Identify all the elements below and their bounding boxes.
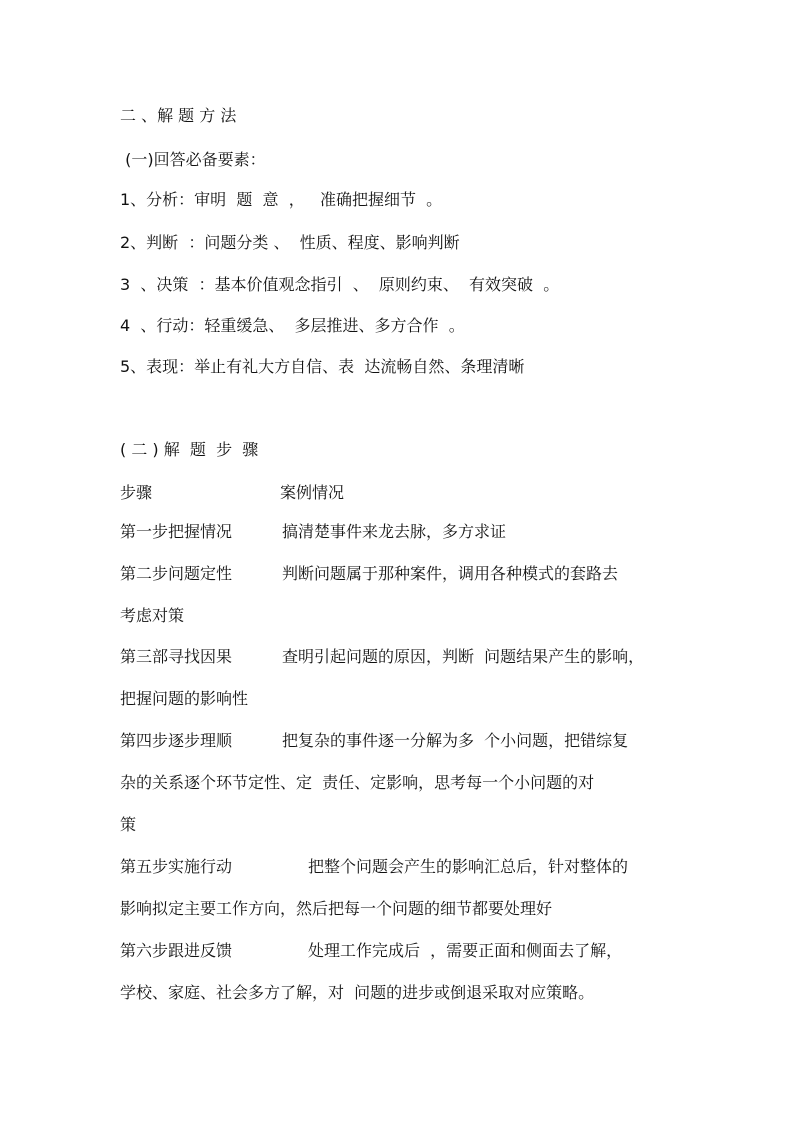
case-text-continued: 影响拟定主要工作方向，然后把每一个问题的细节都要处理好 <box>120 899 553 918</box>
table-header-case: 案例情况 <box>280 483 345 502</box>
table-header-step: 步骤 <box>120 483 153 502</box>
step-label: 第一步把握情况 <box>120 522 233 541</box>
case-text: 查明引起问题的原因，判断 问题结果产生的影响， <box>282 647 645 666</box>
step-label: 第四步逐步理顺 <box>120 731 233 750</box>
case-text: 处理工作完成后 ，需要正面和侧面去了解， <box>308 941 623 960</box>
case-text-continued: 把握问题的影响性 <box>120 689 249 708</box>
case-text: 搞清楚事件来龙去脉，多方求证 <box>282 522 507 541</box>
case-text-continued: 学校、家庭、社会多方了解，对 问题的进步或倒退采取对应策略。 <box>120 983 595 1002</box>
step-label: 第三部寻找因果 <box>120 647 233 666</box>
step-label: 第二步问题定性 <box>120 564 233 583</box>
case-text-continued: 杂的关系逐个环节定性、定 责任、定影响，思考每一个小问题的对 <box>120 773 595 792</box>
subsection-title-elements: (一)回答必备要素： <box>120 150 266 169</box>
list-item: 4 、行动：轻重缓急、 多层推进、多方合作 。 <box>120 316 465 335</box>
case-text: 把整个问题会产生的影响汇总后，针对整体的 <box>308 857 629 876</box>
list-item: 5、表现：举止有礼大方自信、表 达流畅自然、条理清晰 <box>120 357 525 376</box>
list-item: 1、分析：审明 题 意 ， 准确把握细节 。 <box>120 190 443 209</box>
section-title-steps: ( 二 ) 解 题 步 骤 <box>120 440 259 459</box>
step-label: 第五步实施行动 <box>120 857 233 876</box>
list-item: 3 、决策 ：基本价值观念指引 、 原则约束、 有效突破 。 <box>120 275 560 294</box>
case-text-continued: 策 <box>120 815 137 834</box>
list-item: 2、判断 ：问题分类 、 性质、程度、影响判断 <box>120 233 460 252</box>
case-text-continued: 考虑对策 <box>120 606 185 625</box>
section-title-methods: 二 、解 题 方 法 <box>120 106 237 125</box>
case-text: 把复杂的事件逐一分解为多 个小问题，把错综复 <box>282 731 629 750</box>
step-label: 第六步跟进反馈 <box>120 941 233 960</box>
case-text: 判断问题属于那种案件，调用各种模式的套路去 <box>282 564 619 583</box>
